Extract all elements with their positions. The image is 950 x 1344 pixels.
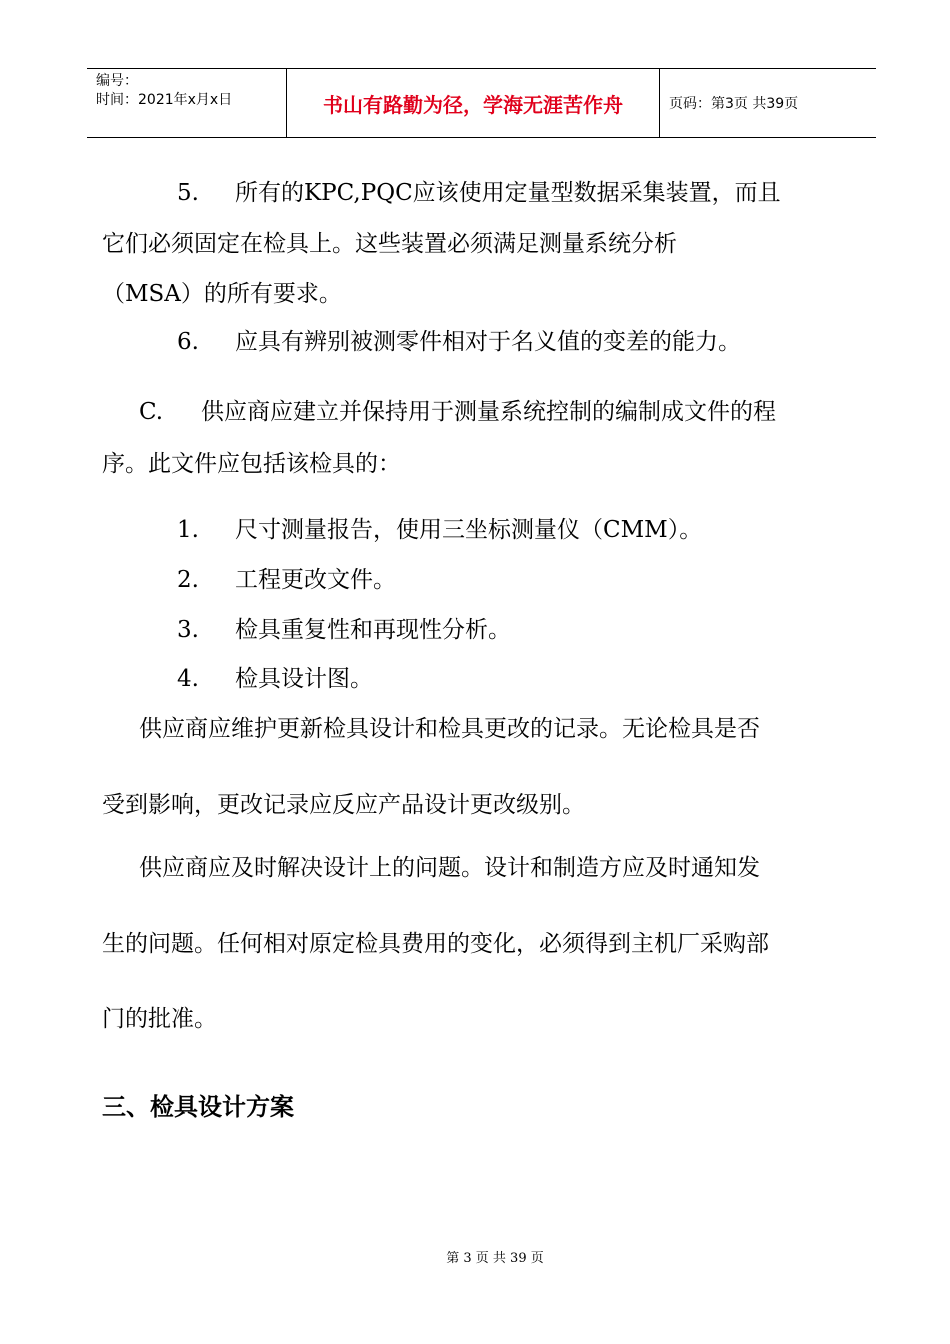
list-item-number: 2. <box>177 567 199 593</box>
list-item-text: 检具重复性和再现性分析。 <box>235 617 511 643</box>
paragraph-1-line-1: 供应商应维护更新检具设计和检具更改的记录。无论检具是否 <box>139 716 760 742</box>
paragraph-2-line-2: 生的问题。任何相对原定检具费用的变化，必须得到主机厂采购部 <box>102 931 769 957</box>
item-5-line-3: （MSA）的所有要求。 <box>102 281 342 307</box>
item-c-line-1 <box>139 397 776 427</box>
header-page-info: 页码：第3页 共39页 <box>669 96 799 112</box>
list-item-text: 尺寸测量报告，使用三坐标测量仪（CMM）。 <box>235 517 703 543</box>
paragraph-2-line-3: 门的批准。 <box>102 1006 217 1032</box>
item-5-line-1 <box>177 178 781 208</box>
document-number-label: 编号： <box>96 73 138 89</box>
item-6-text: 应具有辨别被测零件相对于名义值的变差的能力。 <box>235 329 741 355</box>
item-c-text: 供应商应建立并保持用于测量系统控制的编制成文件的程 <box>201 399 776 425</box>
header-meta <box>87 69 287 137</box>
section-heading: 三、检具设计方案 <box>102 1093 294 1121</box>
list-item-number: 3. <box>177 617 199 643</box>
paragraph-1-line-2: 受到影响，更改记录应反应产品设计更改级别。 <box>102 792 585 818</box>
item-5-text: 所有的KPC,PQC应该使用定量型数据采集装置，而且 <box>235 180 781 206</box>
list-item-number: 1. <box>177 517 199 543</box>
item-6-number: 6. <box>177 329 199 355</box>
paragraph-2-line-1: 供应商应及时解决设计上的问题。设计和制造方应及时通知发 <box>139 855 760 881</box>
item-6 <box>177 327 741 357</box>
item-5-number: 5. <box>177 180 199 206</box>
header-motto: 书山有路勤为径，学海无涯苦作舟 <box>287 69 660 137</box>
page-footer: 第 3 页 共 39 页 <box>446 1251 544 1266</box>
list-item-3 <box>177 615 511 645</box>
list-item-number: 4. <box>177 666 199 692</box>
list-item-1 <box>177 515 702 545</box>
list-item-text: 检具设计图。 <box>235 666 373 692</box>
list-item-4 <box>177 664 373 694</box>
list-item-text: 工程更改文件。 <box>235 567 396 593</box>
document-time-label: 时间：2021年x月x日 <box>96 92 233 108</box>
list-item-2 <box>177 565 396 595</box>
item-c-number: C. <box>139 399 164 425</box>
item-c-line-2: 序。此文件应包括该检具的： <box>102 451 401 477</box>
item-5-line-2: 它们必须固定在检具上。这些装置必须满足测量系统分析 <box>102 231 677 257</box>
page-header <box>87 68 876 138</box>
